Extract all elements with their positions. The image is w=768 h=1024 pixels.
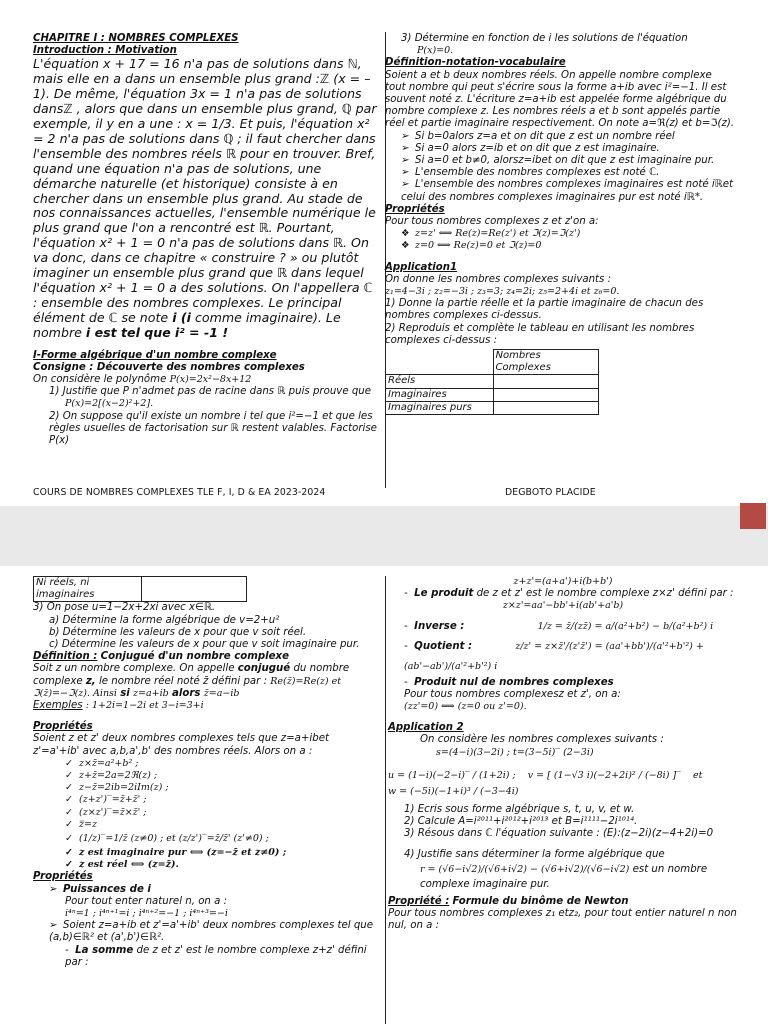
application-1-heading: Application1 [385, 261, 458, 273]
properties-checklist [33, 758, 378, 872]
null-product-heading: - Produit nul de nombres complexes [404, 676, 614, 688]
properties-heading-2: Propriétés [33, 871, 93, 883]
list-item: ➢ Si b=0alors z=a et on dit que z est un nombre réel [401, 130, 675, 142]
question-3: 3) On pose u=1−2x+2xi avec x∈ℝ. [33, 602, 216, 614]
table-row [34, 577, 247, 602]
sum-text: - La somme de z et z' est le nombre complexe z+z' défini par : [65, 944, 367, 968]
properties-intro: Pour tous nombres complexes z et z'on a: [385, 216, 599, 228]
table-cell: Ni réels, ni imaginaires [34, 577, 142, 602]
question-3c: c) Détermine les valeurs de x pour que v soit imaginaire pur. [49, 639, 360, 651]
page1-right-column [385, 33, 735, 415]
list-item: ❖ z=z' ⟺ Re(z)=Re(z') et ℑ(z)=ℑ(z') [401, 228, 581, 240]
application-2-question-4: 4) Justifie sans déterminer la forme algébrique que [404, 849, 665, 861]
properties-heading: Propriétés [33, 721, 93, 733]
powers-equation: i⁴ⁿ=1 ; i⁴ⁿ⁺¹=i ; i⁴ⁿ⁺²=−1 ; i⁴ⁿ⁺³=−i [65, 908, 228, 920]
null-product-equation: (zz'=0) ⟺ (z=0 ou z'=0). [404, 701, 527, 713]
application-2-intro: On considère les nombres complexes suivants : [420, 734, 664, 746]
powers-heading: ➢ Puissances de i [49, 883, 151, 895]
table-cell [493, 401, 598, 414]
page-marker[interactable] [740, 503, 766, 529]
list-item: ✓ z est imaginaire pur ⟺ (z=−z̄ et z≠0) ; [65, 847, 287, 859]
consigne: Consigne : Découverte des nombres complexes [33, 361, 305, 373]
list-item: ➢ L'ensemble des nombres complexes est noté ℂ. [401, 167, 660, 179]
null-product-text: Pour tous nombres complexesz et z', on a: [404, 688, 621, 700]
classification-table [385, 349, 599, 415]
powers-text: Pour tout enter naturel n, on a : [65, 895, 228, 907]
list-item: ✓ (1/z)‾=1/z̄ (z≠0) ; et (z/z')‾=z̄/z̄' (z'≠0) ; [65, 833, 269, 845]
footer-right: DEGBOTO PLACIDE [505, 487, 596, 498]
list-item: ✓ (z+z')‾=z̄+z̄' ; [65, 794, 147, 806]
application-1-intro: On donne les nombres complexes suivants : [385, 273, 612, 285]
question-3-equation: P(x)=0. [417, 45, 454, 57]
definition-heading: Définition-notation-vocabulaire [385, 57, 566, 69]
page2-left-column [33, 576, 378, 969]
question-1: 1) Justifie que P n'admet pas de racine dans ℝ puis prouve que [49, 386, 372, 398]
classification-table-continued [33, 576, 247, 602]
table-row [386, 388, 599, 401]
list-item: ➢ L'ensemble des nombres complexes imaginaires est noté iℝet celui des nombres complexes imaginaires pur est noté iℝ*. [401, 179, 734, 203]
intro-paragraph: L'équation x + 17 = 16 n'a pas de solutions dans ℕ, mais elle en a dans un ensemble plus grand :ℤ (x = –1). De même, l'équation 3x = 1 n'a pas de solutions dansℤ , alors que dans un ensemble plus grand, ℚ par exemple, il y en a une : x = 1/3. Et puis, l'équation x² = 2 n'a pas de solutions dans ℚ ; il faut chercher dans l'ensemble des nombres réels ℝ pour en trouver. Bref, quand une équation n'a pas de solutions, une démarche naturelle (et historique) consiste à en chercher dans un ensemble plus grand. Au stade de nos connaissances actuelles, l'ensemble numérique le plus grand que l'on a rencontré est ℝ. Pourtant, l'équation x² + 1 = 0 n'a pas de solutions dans ℝ. On va donc, dans ce chapitre « construire ? » ou plutôt imaginer un ensemble plus grand que ℝ dans lequel l'équation x² + 1 = 0 a des solutions. On l'appellera ℂ : ensemble des nombres complexes. Le principal élément de ℂ se note i (i comme imaginaire). Le nombre i est tel que i² = -1 ! [33, 56, 377, 340]
application-2-question-2: 2) Calcule A=i²⁰¹¹+i²⁰¹²+i²⁰¹³ et B=i¹¹¹¹−2i¹⁰¹⁴. [404, 816, 638, 828]
soient-text: ➢ Soient z=a+ib et z'=a'+ib' deux nombres complexes tel que (a,b)∈ℝ² et (a',b')∈ℝ². [49, 920, 374, 944]
table-row [386, 350, 599, 375]
application-2-r: r = (√6−i√2)/(√6+i√2) − (√6+i√2)/(√6−i√2) est un nombre complexe imaginaire pur. [420, 863, 708, 890]
section-heading: I-Forme algébrique d'un nombre complexe [33, 349, 277, 361]
question-3b: b) Détermine les valeurs de x pour que v soit réel. [49, 626, 307, 638]
quotient-line: - Quotient : z/z' = z×z̄'/(z'z̄') = (aa'+bb')/(a'²+b'²) + (ab'−ab')/(a'²+b'²) i [404, 640, 704, 672]
page-gap [0, 506, 768, 566]
newton-heading: Propriété : Formule du binôme de Newton [388, 895, 629, 907]
application-2-question-3: 3) Résous dans ℂ l'équation suivante : (E):(z−2i)(z−4+2i)=0 [404, 828, 714, 840]
intro-heading: Introduction : Motivation [33, 45, 177, 57]
considere-text: On considère le polynôme P(x)=2x²−8x+12 [33, 374, 252, 386]
question-3a: a) Détermine la forme algébrique de v=2+u² [49, 614, 280, 626]
application-1-numbers: z₁=4−3i ; z₂=−3i ; z₃=3; z₄=2i; z₅=2+4i et z₆=0. [385, 286, 620, 298]
definition-text: Soit z un nombre complexe. On appelle conjugué du nombre complexe z, le nombre réel noté z̄ défini par : Re(z̄)=Re(z) et ℑ(z̄)=−ℑ(z). Ainsi si z=a+ib alors z̄=a−ib [33, 663, 350, 699]
properties-text: Soient z et z' deux nombres complexes tels que z=a+ibet z'=a'+ib' avec a,b,a',b' des nombres réels. Alors on a : [33, 733, 329, 757]
properties-heading: Propriétés [385, 203, 445, 215]
table-row [386, 375, 599, 388]
table-cell [493, 375, 598, 388]
table-cell [493, 388, 598, 401]
list-item: ➢ Si a=0 alors z=ib et on dit que z est imaginaire. [401, 142, 660, 154]
document-page-1 [0, 0, 768, 506]
question-2: 2) On suppose qu'il existe un nombre i tel que i²=−1 et que les règles usuelles de factorisation sur ℝ restent valables. Factorise P(x) [49, 410, 377, 447]
application-2-u-v: u = (1−i)(−2−i)‾ / (1+2i) ; v = [ (1−√3 i)(−2+2i)² / (−8i) ]‾ et [388, 769, 703, 781]
table-cell: Réels [386, 375, 494, 388]
list-item: ✓ (z×z')‾=z̄×z̄' ; [65, 806, 147, 818]
list-item: ✓ z−z̄=2ib=2iIm(z) ; [65, 782, 169, 794]
column-divider [385, 576, 386, 1024]
page2-right-column [388, 576, 738, 932]
list-item: ✓ z est réel ⟺ (z=z̄). [65, 859, 179, 871]
list-item: ✓ z+z̄=2a=2ℜ(z) ; [65, 770, 158, 782]
list-item: ➢ Si a=0 et b≠0, alorsz=ibet on dit que z est imaginaire pur. [401, 155, 715, 167]
definition-paragraph: Soient a et b deux nombres réels. On appelle nombre complexe tout nombre qui peut s'écrire sous la forme a+ib avec i²=−1. Il est souvent noté z. L'écriture z=a+ib est appelée forme algébrique du nombre complexe z. Les nombres réels a et b sont appelés partie réel et partie imaginaire respectivement. On note a=ℜ(z) et b=ℑ(z). [385, 69, 735, 130]
inverse-line: - Inverse : 1/z = z̄/(zz̄) = a/(a²+b²) − b/(a²+b²) i [404, 620, 714, 632]
newton-text: Pour tous nombres complexes z₁ etz₂, pour tout entier naturel n non nul, on a : [388, 907, 737, 932]
definition-bullets [385, 131, 735, 204]
list-item: ❖ z=0 ⟺ Re(z)=0 et ℑ(z)=0 [401, 240, 542, 252]
document-page-2 [0, 566, 768, 1024]
definition-title: Définition : Conjugué d'un nombre complexe [33, 651, 290, 663]
chapter-title: CHAPITRE I : NOMBRES COMPLEXES [33, 33, 239, 44]
table-cell [142, 577, 247, 602]
question-3: 3) Détermine en fonction de i les solutions de l'équation [401, 33, 688, 44]
list-item: ✓ z̿=z [65, 818, 97, 830]
table-cell: Imaginaires purs [386, 401, 494, 414]
application-1-question-2: 2) Reproduis et complète le tableau en utilisant les nombres complexes ci-dessus : [385, 322, 695, 346]
table-row [386, 401, 599, 414]
product-equation: z×z'=aa'−bb'+i(ab'+a'b) [502, 600, 624, 612]
sum-equation: z+z'=(a+a')+i(b+b') [513, 576, 613, 587]
application-2-question-1: 1) Ecris sous forme algébrique s, t, u, v, et w. [404, 803, 635, 815]
application-2-w: w = (−5i)(−1+i)³ / (−3−4i) [388, 785, 519, 797]
question-1-equation: P(x)=2[(x−2)²+2]. [65, 398, 154, 410]
product-text: - Le produit de z et z' est le nombre complexe z×z' défini par : [404, 588, 734, 600]
page1-left-column [33, 33, 378, 447]
list-item: ✓ z×z̄=a²+b² ; [65, 757, 139, 769]
footer-left: COURS DE NOMBRES COMPLEXES TLE F, I, D & EA 2023-2024 [33, 487, 326, 498]
application-2-s-t: s=(4−i)(3−2i) ; t=(3−5i)‾ (2−3i) [436, 746, 594, 758]
examples: Exemples : 1+2i=1−2i et 3−i=3+i [33, 700, 204, 712]
application-1-question-1: 1) Donne la partie réelle et la partie imaginaire de chacun des nombres complexes ci-dessus. [385, 298, 704, 322]
table-header: Nombres Complexes [493, 350, 598, 375]
table-cell: Imaginaires [386, 388, 494, 401]
application-2-heading: Application 2 [388, 722, 464, 734]
